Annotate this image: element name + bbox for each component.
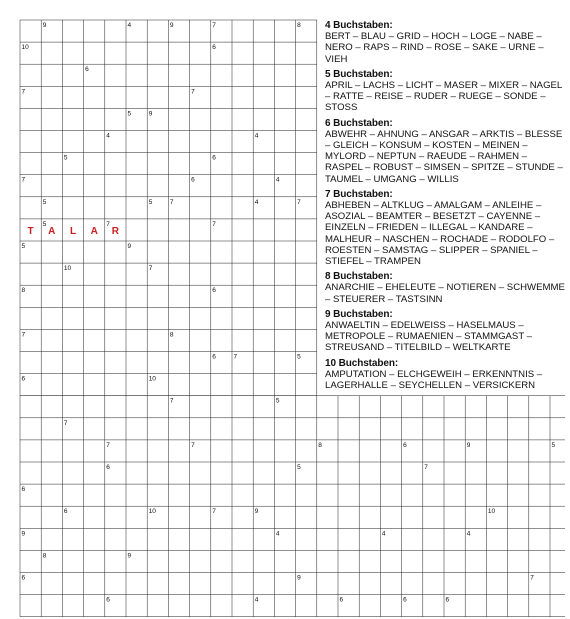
cell-number-label: 5 xyxy=(42,198,47,206)
cell-number-label: 5 xyxy=(21,243,26,250)
cell-number-label: 7 xyxy=(21,176,26,184)
word-group-8 xyxy=(325,271,565,305)
cell-number-label: 6 xyxy=(63,508,68,516)
cell-number-label: 6 xyxy=(403,441,407,449)
cell-number-label: 8 xyxy=(318,441,322,449)
cell-number-label: 4 xyxy=(127,22,132,29)
cell-number-label: 9 xyxy=(466,441,471,449)
solved-letter: A xyxy=(48,225,56,237)
cell-number-label: 10 xyxy=(63,265,72,273)
cell-number-label: 7 xyxy=(106,220,110,228)
word-group-9 xyxy=(325,309,565,354)
word-group-heading: 7 Buchstaben: xyxy=(325,188,393,200)
cell-number-label: 7 xyxy=(191,88,195,96)
cell-number-label: 7 xyxy=(169,397,174,405)
cell-number-label: 5 xyxy=(127,110,132,118)
cell-number-label: 9 xyxy=(42,22,47,29)
cell-number-label: 7 xyxy=(424,464,428,471)
cell-number-label: 4 xyxy=(275,530,280,538)
cell-number-label: 9 xyxy=(21,530,26,538)
cell-number-label: 7 xyxy=(148,265,153,273)
cell-number-label: 5 xyxy=(275,397,280,405)
cell-number-label: 8 xyxy=(169,331,174,339)
cell-number-label: 6 xyxy=(212,44,216,52)
cell-number-label: 8 xyxy=(42,552,47,560)
cell-number-label: 7 xyxy=(63,419,68,427)
cell-number-label: 5 xyxy=(297,464,301,471)
cell-number-label: 7 xyxy=(212,220,216,228)
cell-number-label: 6 xyxy=(212,353,216,361)
word-group-heading: 6 Buchstaben: xyxy=(325,117,393,129)
word-group-7 xyxy=(325,189,565,267)
word-group-10 xyxy=(325,358,565,392)
solved-letter: L xyxy=(69,225,77,237)
cell-number-label: 7 xyxy=(212,508,216,516)
cell-number-label: 6 xyxy=(403,596,407,604)
word-group-heading: 8 Buchstaben: xyxy=(325,271,393,283)
word-group-words: ANWAELTIN – EDELWEISS – HASELMAUS – METROPOLE – RUMAENIEN – STAMMGAST – STREUSAND – TITELBILD – WELTKARTE xyxy=(325,320,533,354)
cell-number-label: 6 xyxy=(21,375,26,383)
cell-number-label: 4 xyxy=(466,530,471,538)
cell-number-label: 6 xyxy=(106,596,110,604)
cell-number-label: 6 xyxy=(339,596,344,604)
cell-number-label: 4 xyxy=(254,596,259,604)
cell-number-label: 7 xyxy=(212,22,216,29)
cell-number-label: 8 xyxy=(21,287,26,295)
cell-number-label: 6 xyxy=(445,596,450,604)
word-group-words: APRIL – LACHS – LICHT – MASER – MIXER – NAGEL – RATTE – REISE – RUDER – RUEGE – SONDE – STOSS xyxy=(325,80,562,114)
cell-number-label: 7 xyxy=(169,198,174,206)
solved-letter: T xyxy=(27,225,34,237)
cell-number-label: 5 xyxy=(297,353,301,361)
cell-number-label: 6 xyxy=(212,287,216,295)
cell-number-label: 9 xyxy=(254,508,259,516)
word-group-words: ABWEHR – AHNUNG – ANSGAR – ARKTIS – BLESSE – GLEICH – KONSUM – KOSTEN – MEINEN – MYLORD – NEPTUN – RAEUDE – RAHMEN – RASPEL – ROBUST – SIMSEN – SPITZE – STUNDE – TAUMEL – UMGANG – WILLIS xyxy=(325,128,563,185)
cell-number-label: 4 xyxy=(381,530,386,538)
cell-number-label: 7 xyxy=(233,353,238,361)
cell-number-label: 6 xyxy=(106,464,110,471)
cell-number-label: 6 xyxy=(21,574,26,582)
cell-number-label: 10 xyxy=(487,508,496,516)
cell-number-label: 6 xyxy=(85,66,89,74)
cell-number-label: 5 xyxy=(148,198,153,206)
word-group-heading: 10 Buchstaben: xyxy=(325,357,399,369)
word-group-words: ANARCHIE – EHELEUTE – NOTIEREN – SCHWEMME – STEUERER – TASTSINN xyxy=(325,282,565,305)
cell-number-label: 6 xyxy=(21,486,26,494)
solved-letter: A xyxy=(90,225,98,237)
cell-number-label: 9 xyxy=(297,574,301,582)
cell-number-label: 9 xyxy=(169,22,174,29)
cell-number-label: 10 xyxy=(148,375,156,383)
cell-number-label: 7 xyxy=(21,88,26,96)
cell-number-label: 5 xyxy=(551,441,556,449)
cell-number-label: 10 xyxy=(21,44,29,52)
cell-number-label: 4 xyxy=(275,176,280,184)
cell-number-label: 5 xyxy=(42,220,47,228)
cell-number-label: 4 xyxy=(254,132,259,140)
word-group-heading: 4 Buchstaben: xyxy=(325,20,393,31)
word-list xyxy=(325,20,565,395)
cell-number-label: 6 xyxy=(212,154,216,162)
cell-number-label: 9 xyxy=(148,110,153,118)
cell-number-label: 10 xyxy=(148,508,156,516)
cell-number-label: 4 xyxy=(106,132,110,140)
cell-number-label: 6 xyxy=(191,176,195,184)
word-group-words: BERT – BLAU – GRID – HOCH – LOGE – NABE – NERO – RAPS – RIND – ROSE – SAKE – URNE – VIEH xyxy=(325,31,544,65)
cell-number-label: 7 xyxy=(530,574,534,582)
solved-letter: R xyxy=(111,225,120,237)
word-group-words: ABHEBEN – ALTKLUG – AMALGAM – ANLEIHE – ASOZIAL – BEAMTER – BESETZT – CAYENNE – EINZELN – FRIEDEN – ILLEGAL – KANDARE – MALHEUR – NASCHEN – ROCHADE – RODOLFO – ROESTEN – SAMSTAG – SLIPPER – SPANIEL – STIEFEL – TRAMPEN xyxy=(325,200,555,268)
word-group-heading: 9 Buchstaben: xyxy=(325,308,393,320)
cell-number-label: 7 xyxy=(106,441,110,449)
word-group-5 xyxy=(325,69,565,114)
cell-number-label: 7 xyxy=(297,198,301,206)
word-group-heading: 5 Buchstaben: xyxy=(325,68,393,80)
word-group-4 xyxy=(325,20,565,65)
cell-number-label: 5 xyxy=(63,154,68,162)
cell-number-label: 8 xyxy=(297,22,301,29)
cell-number-label: 9 xyxy=(127,243,132,250)
word-group-6 xyxy=(325,118,565,185)
cell-number-label: 9 xyxy=(127,552,132,560)
cell-number-label: 4 xyxy=(254,198,259,206)
cell-number-label: 7 xyxy=(191,441,195,449)
word-group-words: AMPUTATION – ELCHGEWEIH – ERKENNTNIS – LAGERHALLE – SEYCHELLEN – VERSICKERN xyxy=(325,368,543,392)
cell-number-label: 7 xyxy=(21,331,26,339)
